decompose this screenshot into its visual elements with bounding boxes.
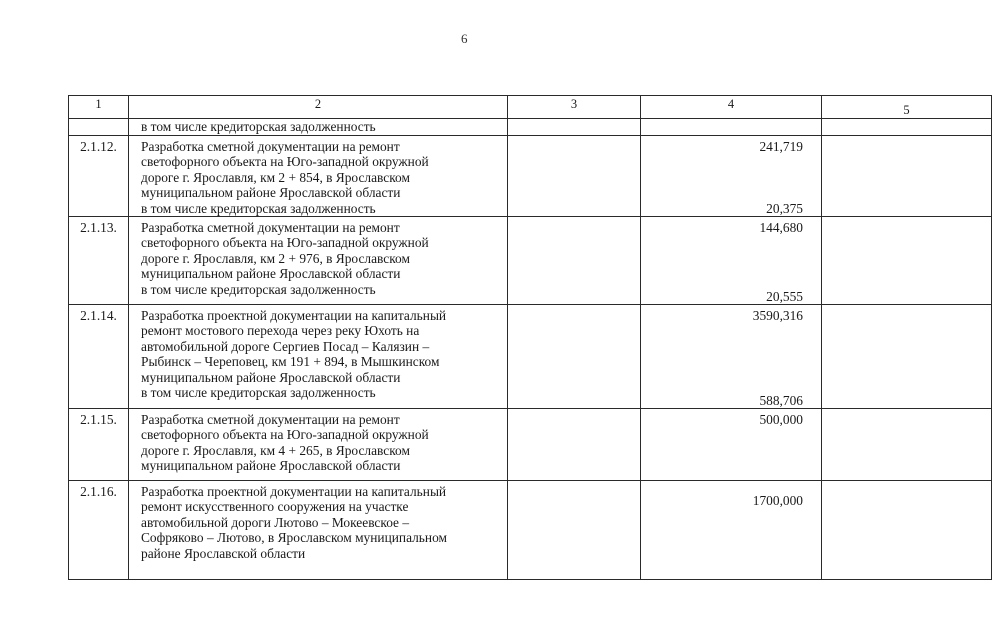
description-line: Разработка сметной документации на ремонт bbox=[141, 139, 400, 154]
description-line: муниципальном районе Ярославской области bbox=[141, 458, 401, 474]
row-number: 2.1.15. bbox=[69, 409, 129, 481]
description-line: автомобильной дороге Сергиев Посад – Калязин – bbox=[141, 338, 430, 354]
description-line: районе Ярославской области bbox=[141, 545, 306, 561]
row-amount: 500,000 bbox=[759, 412, 803, 428]
row-sub-amount: 20,555 bbox=[766, 288, 803, 304]
header-cell-1: 1 bbox=[69, 96, 129, 119]
header-cell-3: 3 bbox=[508, 96, 641, 119]
description-line: ремонт мостового перехода через реку Юхоть на bbox=[141, 323, 420, 339]
row-description bbox=[129, 136, 508, 217]
table-row bbox=[69, 409, 992, 481]
row-amount-cell bbox=[641, 136, 822, 217]
row-amount-cell bbox=[641, 217, 822, 305]
table-row bbox=[69, 217, 992, 305]
description-line: в том числе кредиторская задолженность bbox=[141, 281, 376, 297]
row-amount: 241,719 bbox=[759, 139, 803, 154]
row-amount-cell bbox=[641, 481, 822, 580]
table-row bbox=[69, 136, 992, 217]
row-col3 bbox=[508, 136, 641, 217]
continuation-col4 bbox=[641, 119, 822, 136]
description-line: светофорного объекта на Юго-западной окружной bbox=[141, 235, 429, 251]
description-line: дороге г. Ярославля, км 2 + 976, в Ярославском bbox=[141, 250, 410, 266]
description-line: дороге г. Ярославля, км 2 + 854, в Ярославском bbox=[141, 169, 410, 185]
row-col3 bbox=[508, 409, 641, 481]
header-cell-5: 5 bbox=[822, 96, 992, 119]
row-description bbox=[129, 217, 508, 305]
header-cell-4: 4 bbox=[641, 96, 822, 119]
row-number: 2.1.13. bbox=[69, 217, 129, 305]
row-amount: 1700,000 bbox=[752, 493, 803, 509]
row-col3 bbox=[508, 217, 641, 305]
description-line: Рыбинск – Череповец, км 191 + 894, в Мышкинском bbox=[141, 354, 440, 370]
row-col5 bbox=[822, 305, 992, 409]
description-line: Разработка проектной документации на капитальный bbox=[141, 484, 447, 500]
description-line: дороге г. Ярославля, км 4 + 265, в Ярославском bbox=[141, 442, 410, 458]
description-line: муниципальном районе Ярославской области bbox=[141, 266, 401, 282]
description-line: автомобильной дороги Лютово – Мокеевское – bbox=[141, 514, 410, 530]
table-header-row bbox=[69, 96, 992, 119]
description-line: ремонт искусственного сооружения на участке bbox=[141, 499, 409, 515]
row-number: 2.1.12. bbox=[69, 136, 129, 217]
page-number: 6 bbox=[461, 31, 468, 46]
table-row bbox=[69, 305, 992, 409]
description-line: Разработка проектной документации на капитальный bbox=[141, 308, 447, 324]
row-col5 bbox=[822, 217, 992, 305]
description-line: светофорного объекта на Юго-западной окружной bbox=[141, 154, 429, 170]
row-number: 2.1.14. bbox=[69, 305, 129, 409]
header-cell-2: 2 bbox=[129, 96, 508, 119]
continuation-num-cell bbox=[69, 119, 129, 136]
description-line: Разработка сметной документации на ремонт bbox=[141, 220, 400, 236]
description-line: светофорного объекта на Юго-западной окружной bbox=[141, 427, 429, 443]
continuation-col5 bbox=[822, 119, 992, 136]
row-col3 bbox=[508, 305, 641, 409]
row-amount-cell bbox=[641, 305, 822, 409]
description-line: в том числе кредиторская задолженность bbox=[141, 200, 376, 216]
row-amount: 3590,316 bbox=[752, 308, 803, 324]
budget-table bbox=[68, 95, 992, 580]
row-col5 bbox=[822, 481, 992, 580]
row-amount: 144,680 bbox=[759, 220, 803, 236]
row-description bbox=[129, 409, 508, 481]
continuation-row bbox=[69, 119, 992, 136]
description-line: муниципальном районе Ярославской области bbox=[141, 369, 401, 385]
row-col5 bbox=[822, 409, 992, 481]
row-col5 bbox=[822, 136, 992, 217]
row-col3 bbox=[508, 481, 641, 580]
table-row bbox=[69, 481, 992, 580]
row-amount-cell bbox=[641, 409, 822, 481]
description-line: муниципальном районе Ярославской области bbox=[141, 185, 401, 201]
continuation-text: в том числе кредиторская задолженность bbox=[129, 119, 508, 136]
row-sub-amount: 20,375 bbox=[766, 200, 803, 216]
description-line: Софряково – Лютово, в Ярославском муниципальном bbox=[141, 530, 447, 546]
row-number: 2.1.16. bbox=[69, 481, 129, 580]
row-description bbox=[129, 305, 508, 409]
description-line: в том числе кредиторская задолженность bbox=[141, 385, 376, 401]
continuation-col3 bbox=[508, 119, 641, 136]
row-description bbox=[129, 481, 508, 580]
row-sub-amount: 588,706 bbox=[759, 392, 803, 408]
description-line: Разработка сметной документации на ремонт bbox=[141, 412, 400, 428]
